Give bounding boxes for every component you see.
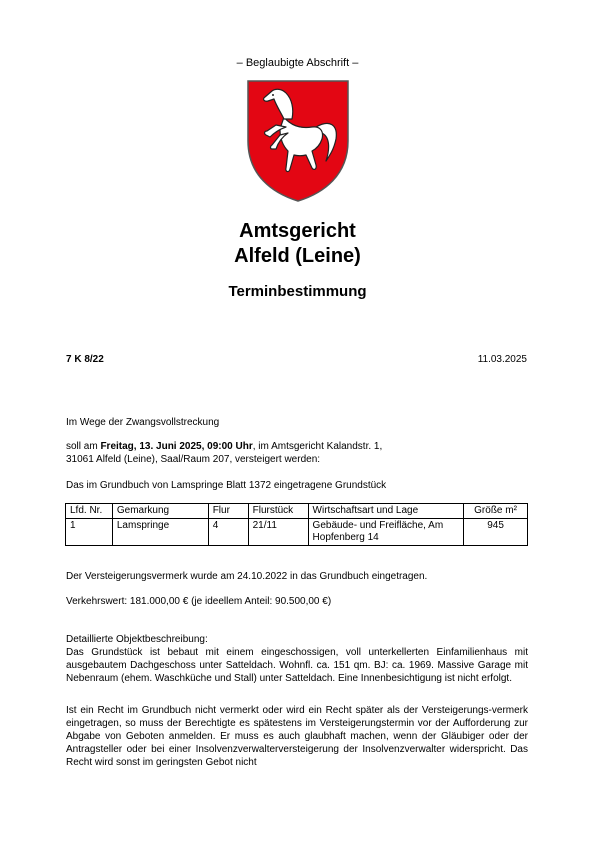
cell-flurstueck: 21/11 [248,519,308,546]
vermerk-text: Der Versteigerungsvermerk wurde am 24.10.2022 in das Grundbuch eingetragen. [66,571,428,582]
cell-lfd-nr: 1 [66,519,113,546]
table-header-row [66,504,528,519]
auction-prefix: soll am [66,441,101,452]
header-lfd-nr: Lfd. Nr. [66,504,113,519]
grundbuch-line: Das im Grundbuch von Lamspringe Blatt 1372 eingetragene Grundstück [66,480,387,491]
auction-location-line2: 31061 Alfeld (Leine), Saal/Raum 207, versteigert werden: [66,454,321,465]
parcel-table [65,503,528,546]
court-location: Alfeld (Leine) [234,245,361,267]
case-number: 7 K 8/22 [66,354,104,365]
verkehrswert-text: Verkehrswert: 181.000,00 € (je ideellem Anteil: 90.500,00 €) [66,596,332,607]
lower-saxony-horse-icon [246,79,350,203]
objekt-heading: Detaillierte Objektbeschreibung: [66,634,208,645]
objekt-description: Das Grundstück ist bebaut mit einem eingeschossigen, voll unterkellerten Einfamilienhaus mit ausgebautem Dachgeschoss unter Satteldach. Wohnfl. ca. 151 qm. BJ: ca. 1969. Massive Garage mit Nebenraum (ehem. Waschküche und Stall) unter Satteldach. Eine Innenbesichtigung ist nicht erfolgt. [66,647,528,684]
auction-date-paragraph [66,440,528,466]
header-gemarkung: Gemarkung [112,504,208,519]
auction-location: , im Amtsgericht Kalandstr. 1, [252,441,383,452]
cell-groesse: 945 [464,519,528,546]
header-groesse: Größe m² [464,504,528,519]
document-date: 11.03.2025 [477,354,527,365]
auction-datetime: Freitag, 13. Juni 2025, 09:00 Uhr [100,441,253,452]
header-wirtschaftsart: Wirtschaftsart und Lage [308,504,464,519]
header-flurstueck: Flurstück [248,504,308,519]
table-row [66,519,528,546]
rights-paragraph: Ist ein Recht im Grundbuch nicht vermerkt oder wird ein Recht später als der Versteigerungs-vermerk eingetragen, so muss der Berechtigte es spätestens im Versteigerungstermin vor der Aufforderung zur Abgabe von Geboten anmelden. Er muss es auch glaubhaft machen, wenn der Gläubiger oder der Antragsteller oder bei einer Insolvenzverwalterversteigerung der Insolvenzverwalter widerspricht. Das Recht wird sonst im geringsten Gebot nicht [66,705,528,768]
intro-text: Im Wege der Zwangsvollstreckung [66,417,220,428]
court-title: Amtsgericht [239,220,356,242]
certified-copy-note: – Beglaubigte Abschrift – [236,57,359,69]
cell-gemarkung: Lamspringe [112,519,208,546]
document-title: Terminbestimmung [228,283,367,300]
court-name [0,219,595,269]
cell-wirtschaftsart: Gebäude- und Freifläche, Am Hopfenberg 14 [308,519,464,546]
header-flur: Flur [208,504,248,519]
cell-flur: 4 [208,519,248,546]
